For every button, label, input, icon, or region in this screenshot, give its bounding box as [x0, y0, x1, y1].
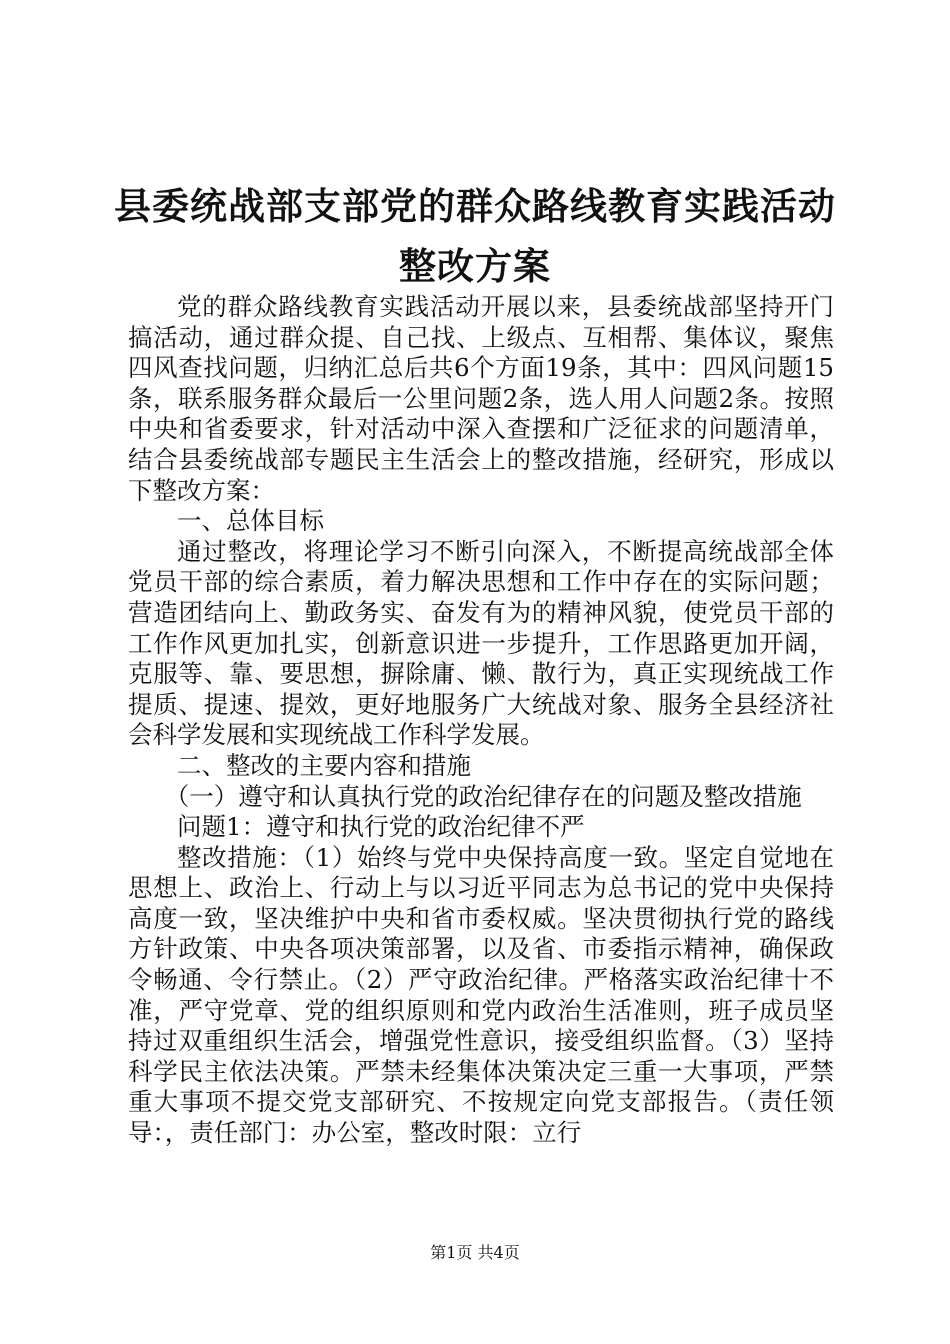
measures-paragraph: 整改措施：（1）始终与党中央保持高度一致。坚定自觉地在思想上、政治上、行动上与以习近平同志为总书记的党中央保持高度一致，坚决维护中央和省市委权威。坚决贯彻执行党的路线方针政策、中央各项决策部署，以及省、市委指示精神，确保政令畅通、令行禁止。（2）严守政治纪律。严格落实政治纪律十不准，严守党章、党的组织原则和党内政治生活准则，班子成员坚持过双重组织生活会，增强党性意识，接受组织监督。（3）坚持科学民主依法决策。严禁未经集体决策决定三重一大事项，严禁重大事项不提交党支部研究、不按规定向党支部报告。（责任领导：，责任部门：办公室，整改时限：立行: [128, 842, 834, 1148]
subsection-heading-political-discipline: （一）遵守和认真执行党的政治纪律存在的问题及整改措施: [164, 781, 802, 811]
section-heading-main-content: 二、整改的主要内容和措施: [177, 750, 471, 780]
intro-paragraph: 党的群众路线教育实践活动开展以来，县委统战部坚持开门搞活动，通过群众提、自己找、上级点、互相帮、集体议，聚焦四风查找问题，归纳汇总后共6个方面19条，其中：四风问题15条，联系服务群众最后一公里问题2条，选人用人问题2条。按照中央和省委要求，针对活动中深入查摆和广泛征求的问题清单，结合县委统战部专题民主生活会上的整改措施，经研究，形成以下整改方案：: [128, 292, 834, 505]
document-body: [128, 292, 834, 1149]
page-number-footer: 第1页 共4页: [430, 1243, 520, 1262]
section-heading-overall-goal: 一、总体目标: [177, 506, 324, 536]
document-title: 县委统战部支部党的群众路线教育实践活动整改方案: [114, 184, 836, 288]
overall-goal-paragraph: 通过整改，将理论学习不断引向深入，不断提高统战部全体党员干部的综合素质，着力解决思想和工作中存在的实际问题；营造团结向上、勤政务实、奋发有为的精神风貌，使党员干部的工作作风更加扎实，创新意识进一步提升，工作思路更加开阔，克服等、靠、要思想，摒除庸、懒、散行为，真正实现统战工作提质、提速、提效，更好地服务广大统战对象、服务全县经济社会科学发展和实现统战工作科学发展。: [128, 536, 834, 750]
problem-1-heading: 问题1：遵守和执行党的政治纪律不严: [177, 812, 585, 842]
